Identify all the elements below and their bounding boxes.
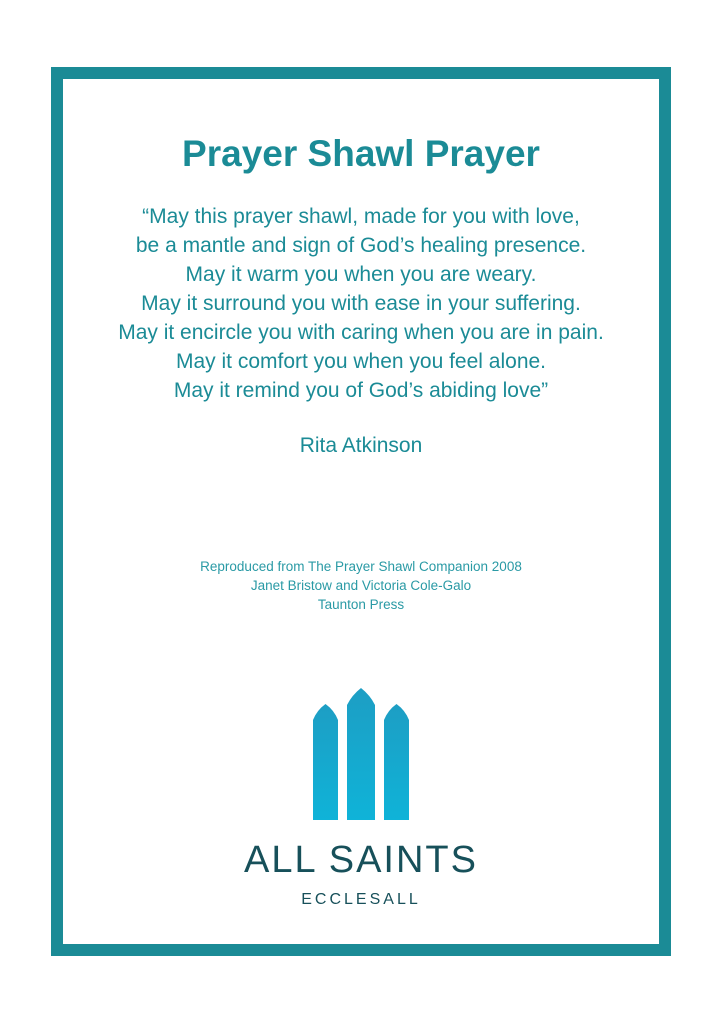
center-window-shape <box>347 688 375 820</box>
page-title: Prayer Shawl Prayer <box>182 133 540 174</box>
prayer-line: May it comfort you when you feel alone. <box>175 350 547 373</box>
prayer-line: May it surround you with ease in your suffering. <box>141 292 581 315</box>
page-border-frame <box>51 67 671 956</box>
church-windows-icon <box>311 688 411 820</box>
prayer-text <box>0 202 722 405</box>
right-window-shape <box>384 704 409 820</box>
credit-line: Reproduced from The Prayer Shawl Companion 2008 <box>200 559 522 574</box>
source-credits <box>0 557 722 614</box>
prayer-line: May it remind you of God’s abiding love” <box>173 379 549 402</box>
credit-line: Taunton Press <box>317 597 405 612</box>
prayer-line: May it encircle you with caring when you are in pain. <box>118 321 604 344</box>
prayer-line: be a mantle and sign of God’s healing presence. <box>135 234 587 257</box>
prayer-line: “May this prayer shawl, made for you with love, <box>142 205 580 228</box>
brand-location: ECCLESALL <box>301 891 421 908</box>
prayer-line: May it warm you when you are weary. <box>185 263 537 286</box>
brand-name: ALL SAINTS <box>243 839 478 881</box>
prayer-author: Rita Atkinson <box>299 434 423 457</box>
credit-line: Janet Bristow and Victoria Cole-Galo <box>250 578 472 593</box>
left-window-shape <box>313 704 338 820</box>
